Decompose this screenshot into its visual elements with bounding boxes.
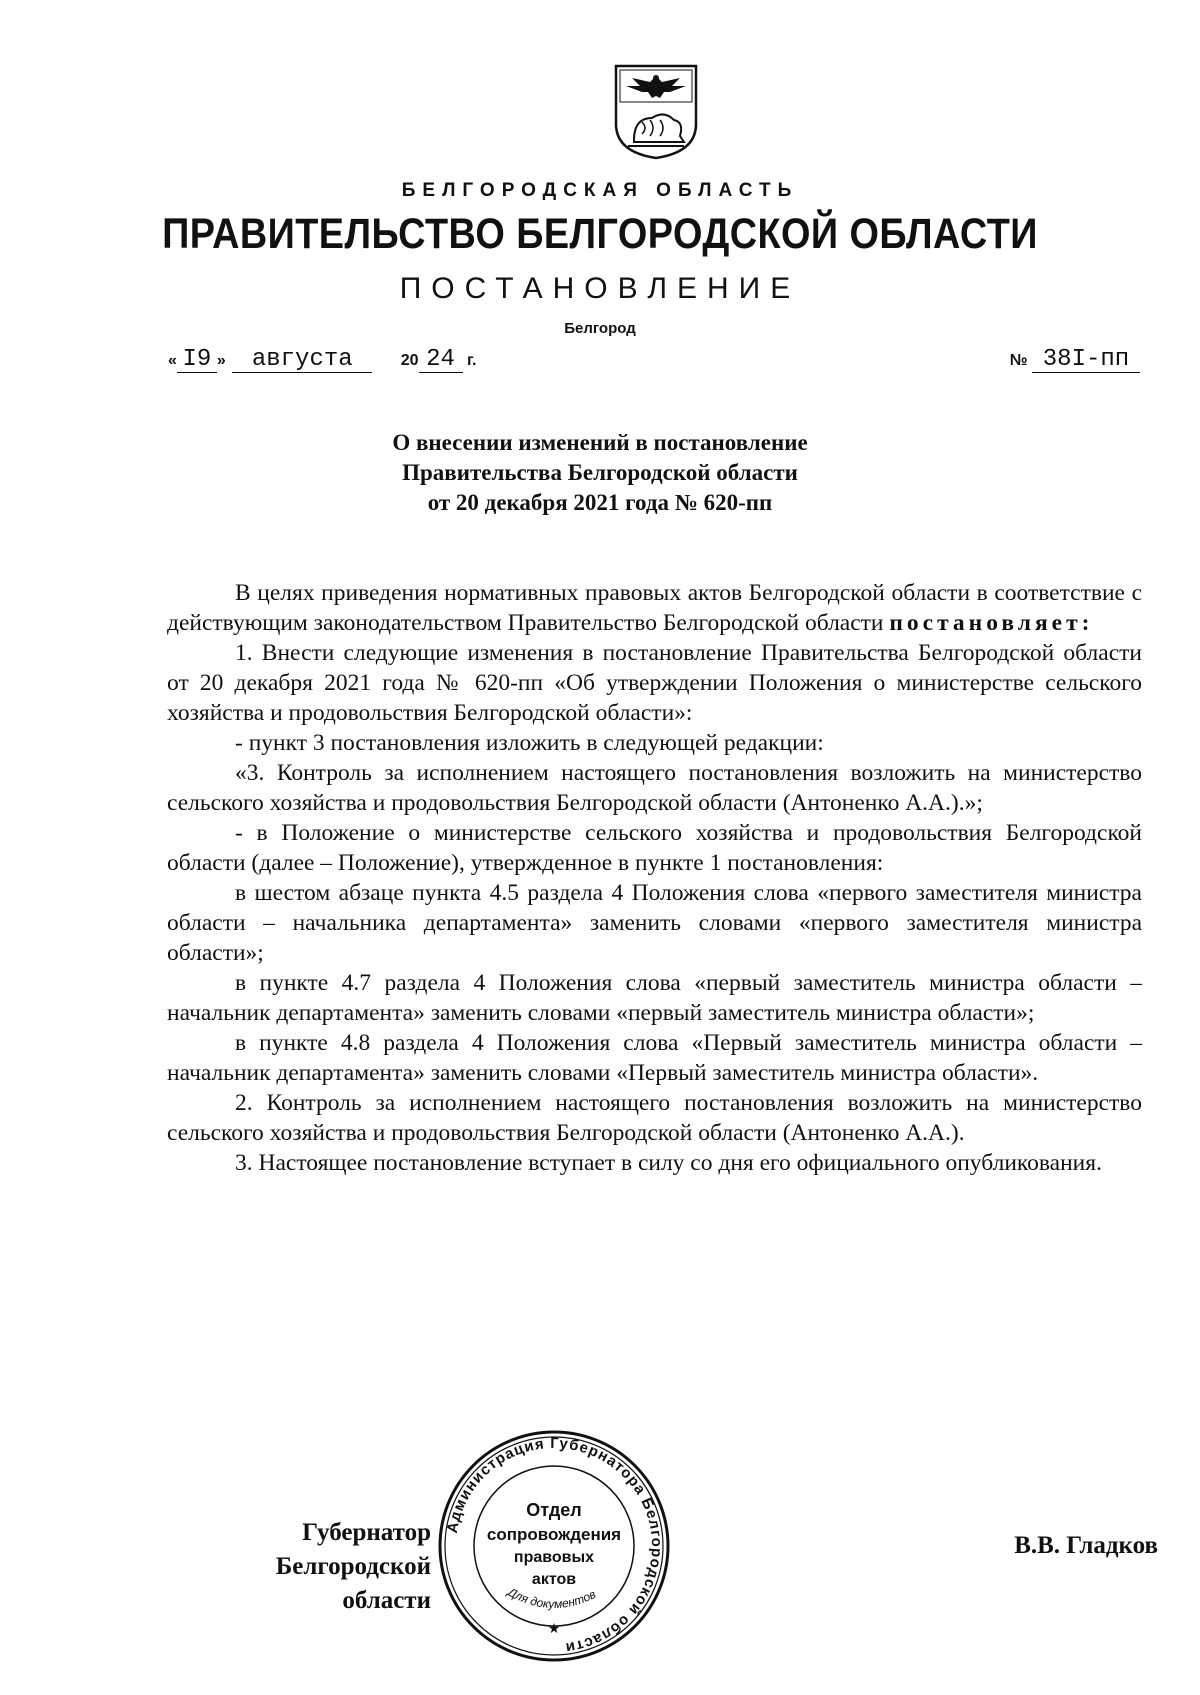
- date-open-quote: «: [168, 352, 177, 369]
- subject-line-1: О внесении изменений в постановление: [392, 430, 808, 455]
- signatory-title-line-2: Белгородской области: [275, 1553, 431, 1614]
- number-sign: №: [1009, 352, 1028, 369]
- date-year-prefix: 20: [400, 352, 419, 369]
- document-type: ПОСТАНОВЛЕНИЕ: [399, 272, 801, 305]
- signatory-title-line-1: Губернатор: [302, 1519, 431, 1546]
- body-preamble: В целях приведения нормативных правовых актов Белгородской области в соответствие с действующим законодательством Правительство Белгородской области постановляет:: [167, 580, 1142, 636]
- stamp-center-line-2: сопровождения: [486, 1525, 622, 1544]
- date-close-quote: »: [216, 352, 226, 369]
- body-paragraph-1: 1. Внести следующие изменения в постановление Правительства Белгородской области от 20 декабря 2021 года № 620-пп «Об утверждении Положения о министерстве сельского хозяйства и продовольствия Белгородской области»:: [167, 640, 1142, 726]
- body-paragraph-8: 2. Контроль за исполнением настоящего постановления возложить на министерство сельского хозяйства и продовольствия Белгородской области (Антоненко А.А.).: [167, 1090, 1142, 1146]
- preamble-keyword: постановляет:: [889, 610, 1094, 636]
- body-paragraph-6: в пункте 4.7 раздела 4 Положения слова «первый заместитель министра области – начальник департамента» заменить словами «первый заместитель министра области»;: [167, 970, 1142, 1026]
- subject-line-2: Правительства Белгородской области: [402, 460, 798, 485]
- stamp-ring-text: Администрация Губернатора Белгородской области: [443, 1434, 666, 1657]
- stamp-star-icon: ★: [547, 1622, 561, 1637]
- body-paragraph-9: 3. Настоящее постановление вступает в силу со дня его официального опубликования.: [235, 1150, 1102, 1176]
- date-day: I9: [177, 348, 217, 373]
- stamp-center-line-3: правовых: [513, 1549, 595, 1566]
- body-paragraph-5: в шестом абзаце пункта 4.5 раздела 4 Положения слова «первого заместителя министра области – начальника департамента» заменить словами «первого заместителя министра области»;: [167, 880, 1142, 966]
- document-body: [167, 578, 1142, 1178]
- date-month: августа: [232, 348, 372, 373]
- coat-of-arms-emblem: [612, 62, 700, 160]
- date-line: [168, 348, 476, 373]
- stamp-center-line-1: Отдел: [526, 1500, 582, 1520]
- body-paragraph-4: - в Положение о министерстве сельского хозяйства и продовольствия Белгородской области (далее – Положение), утвержденное в пункте 1 постановления:: [167, 820, 1142, 876]
- body-paragraph-2: - пункт 3 постановления изложить в следующей редакции:: [235, 730, 824, 756]
- government-title: ПРАВИТЕЛЬСТВО БЕЛГОРОДСКОЙ ОБЛАСТИ: [162, 210, 1038, 258]
- document-number: [1010, 348, 1140, 373]
- region-title: БЕЛГОРОДСКАЯ ОБЛАСТЬ: [401, 180, 799, 201]
- stamp-center-line-4: актов: [531, 1571, 577, 1588]
- body-paragraph-3: «3. Контроль за исполнением настоящего постановления возложить на министерство сельского хозяйства и продовольствия Белгородской области (Антоненко А.А.).»;: [167, 760, 1142, 816]
- signatory-title: [195, 1516, 431, 1618]
- city-label: Белгород: [564, 320, 636, 337]
- official-stamp: [436, 1428, 672, 1664]
- date-year-suffix: 24: [419, 348, 463, 373]
- document-subject: [0, 428, 1200, 518]
- number-value: 38I-пп: [1032, 348, 1140, 373]
- stamp-bottom-text: Для документов: [505, 1584, 598, 1612]
- body-paragraph-7: в пункте 4.8 раздела 4 Положения слова «Первый заместитель министра области – начальник департамента» заменить словами «Первый заместитель министра области».: [167, 1030, 1142, 1086]
- date-year-mark: г.: [466, 352, 477, 369]
- signatory-name: В.В. Гладков: [1014, 1532, 1158, 1559]
- subject-line-3: от 20 декабря 2021 года № 620-пп: [427, 490, 773, 515]
